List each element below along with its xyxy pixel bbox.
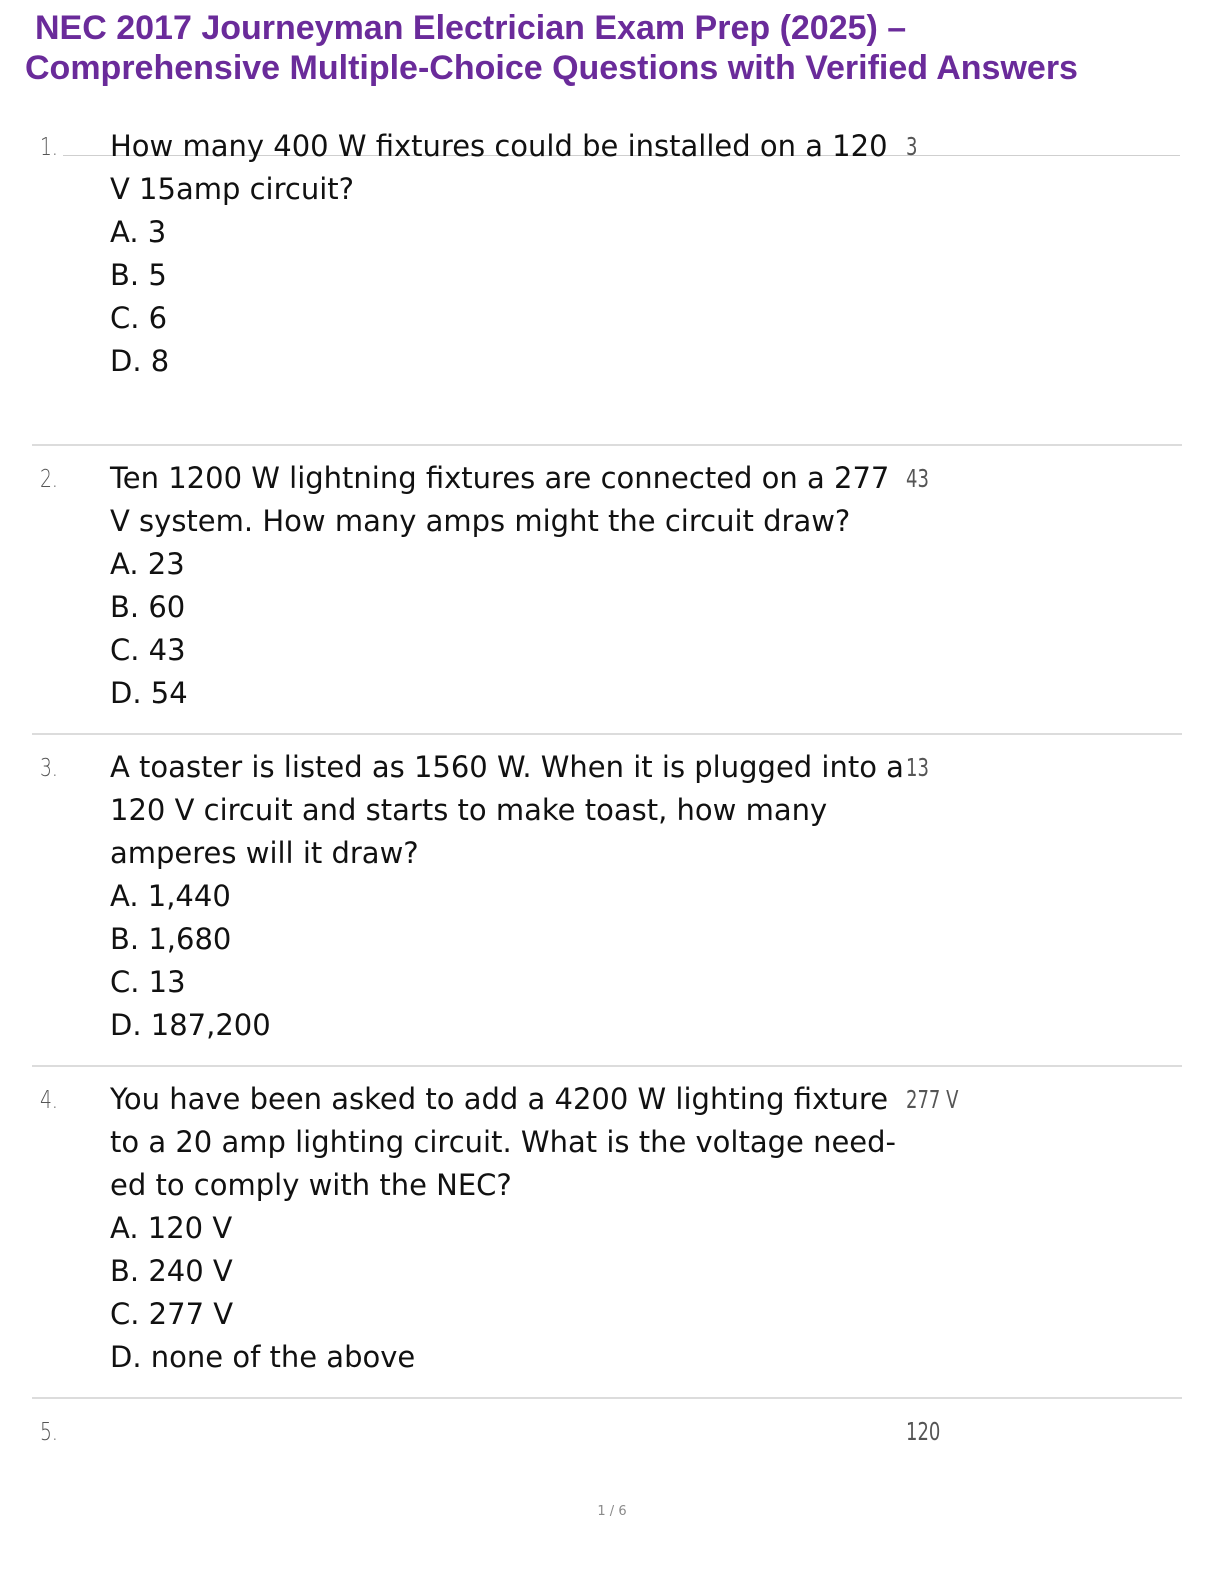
option-c: C. 43 — [110, 633, 186, 667]
option-a: A. 23 — [110, 547, 185, 581]
question-2 — [0, 457, 1224, 727]
option-b: B. 5 — [110, 258, 167, 292]
title-line-1: NEC 2017 Journeyman Electrician Exam Prep (2025) – — [35, 9, 907, 47]
answer-key: 13 — [906, 753, 929, 782]
option-a: A. 120 V — [110, 1211, 233, 1245]
question-text: How many 400 W fixtures could be installed on a 120 V 15amp circuit? — [110, 129, 888, 206]
option-d: D. none of the above — [110, 1340, 416, 1374]
option-d: D. 8 — [110, 344, 170, 378]
option-d: D. 54 — [110, 676, 188, 710]
title-line-2: Comprehensive Multiple-Choice Questions with Verified Answers — [25, 49, 1078, 87]
question-text: A toaster is listed as 1560 W. When it is plugged into a 120 V circuit and starts to make toast, how many amperes will it draw? — [110, 750, 904, 870]
page-indicator: 1 / 6 — [597, 1504, 627, 1519]
question-number: 2. — [40, 464, 58, 493]
question-4 — [0, 1078, 1224, 1388]
question-divider — [32, 1065, 1182, 1067]
question-body — [110, 1078, 910, 1379]
option-a: A. 1,440 — [110, 879, 231, 913]
answer-key: 43 — [906, 464, 929, 493]
question-1 — [0, 125, 1224, 425]
question-body — [110, 746, 910, 1047]
question-number: 5. — [40, 1417, 58, 1446]
option-c: C. 277 V — [110, 1297, 234, 1331]
question-body — [110, 125, 910, 383]
question-number: 4. — [40, 1085, 58, 1114]
question-text: You have been asked to add a 4200 W lighting fixture to a 20 amp lighting circuit. What is the voltage need-ed to comply with the NEC? — [110, 1082, 897, 1202]
answer-key: 3 — [906, 132, 918, 161]
option-c: C. 13 — [110, 965, 186, 999]
answer-key: 120 — [906, 1417, 941, 1446]
question-3 — [0, 746, 1224, 1056]
document-title — [0, 8, 1224, 88]
question-5 — [0, 1410, 1224, 1470]
option-b: B. 60 — [110, 590, 186, 624]
question-number: 3. — [40, 753, 58, 782]
question-divider — [32, 1397, 1182, 1399]
option-b: B. 240 V — [110, 1254, 233, 1288]
option-c: C. 6 — [110, 301, 168, 335]
option-d: D. 187,200 — [110, 1008, 271, 1042]
question-divider — [32, 444, 1182, 446]
question-text: Ten 1200 W lightning fixtures are connected on a 277 V system. How many amps might the circuit draw? — [110, 461, 890, 538]
question-divider — [32, 733, 1182, 735]
option-b: B. 1,680 — [110, 922, 232, 956]
option-a: A. 3 — [110, 215, 167, 249]
question-body — [110, 457, 910, 715]
answer-key: 277 V — [906, 1085, 959, 1114]
question-number: 1. — [40, 132, 58, 161]
